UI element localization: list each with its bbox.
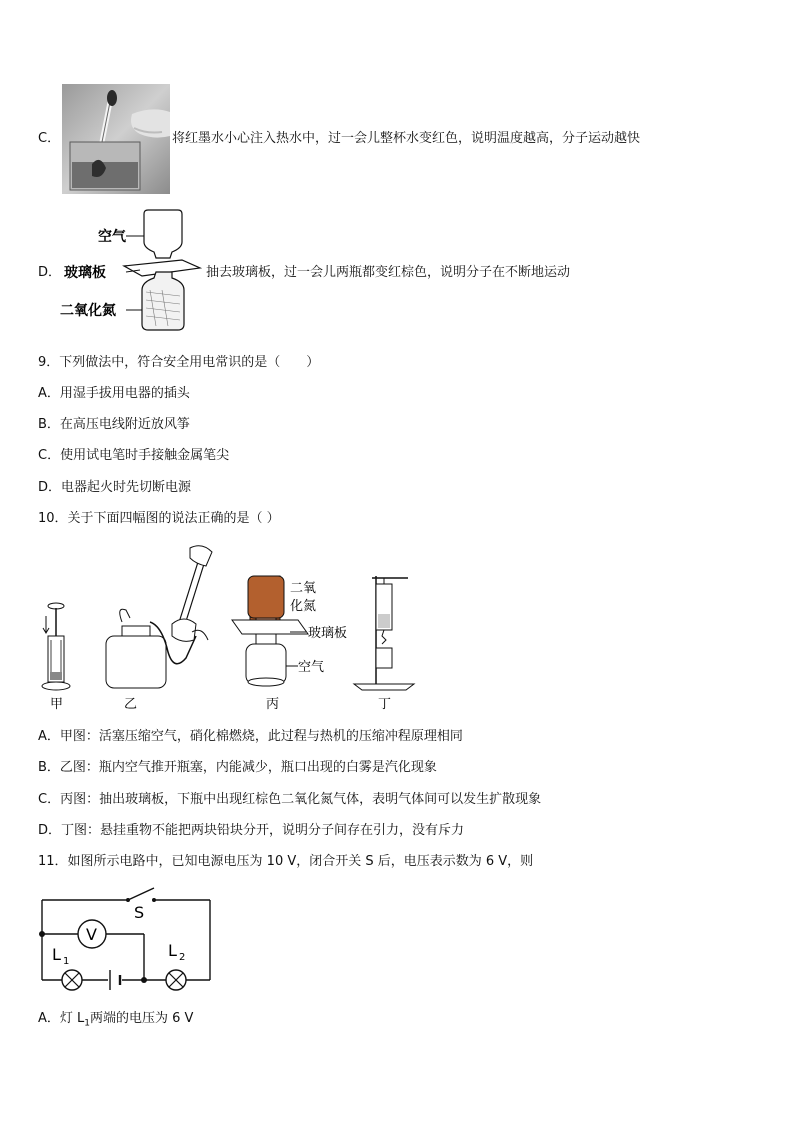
q8-option-c [38,130,60,148]
figure-ding-stand [354,576,414,690]
q11-option-a-suffix: 两端的电压为 6 V [90,1011,194,1026]
label-no2-line2: 化氮 [290,599,317,614]
q9-stem: 9．下列做法中，符合安全用电常识的是（ ） [38,355,320,370]
q9-option-d: D．电器起火时先切断电源 [38,480,192,495]
circuit-diagram [36,880,216,998]
label-ding: 丁 [378,697,392,712]
q9-option-b: B．在高压电线附近放风筝 [38,417,190,432]
figure-bing-bottles [232,576,347,686]
q10-option-c: C．丙图：抽出玻璃板，下瓶中出现红棕色二氧化氮气体，表明气体间可以发生扩散现象 [38,792,542,807]
q8-option-d-text: 抽去玻璃板，过一会儿两瓶都变红棕色，说明分子在不断地运动 [206,265,571,280]
label-l2: L [168,941,177,960]
figure-yi-bottle-pump [106,546,212,688]
label-l1-sub: 1 [63,956,70,967]
lamp-l2-symbol [166,970,186,990]
beaker-dropper-photo [62,84,170,194]
label-voltmeter: V [86,925,97,944]
label-l1: L [52,945,61,964]
q11-option-a [38,1010,193,1033]
q9-option-c: C．使用试电笔时手接触金属笔尖 [38,448,230,463]
label-air: 空气 [298,660,325,675]
q9-option-a: A．用湿手拔用电器的插头 [38,386,190,401]
figure-jia-syringe [42,603,70,690]
label-glass: 玻璃板 [64,265,106,281]
label-air: 空气 [98,229,126,245]
q10-stem: 10．关于下面四幅图的说法正确的是（ ） [38,511,280,526]
q8-option-c-text: 将红墨水小心注入热水中，过一会儿整杯水变红色，说明温度越高，分子运动越快 [172,131,641,146]
label-no2-line1: 二氧 [290,581,317,596]
option-letter: C． [38,131,61,146]
q11-option-a-sub: 1 [84,1018,91,1029]
lamp-l1-symbol [62,970,82,990]
label-glass-plate: 玻璃板 [308,626,348,641]
q10-option-b: B．乙图：瓶内空气推开瓶塞，内能减少，瓶口出现的白雾是汽化现象 [38,760,437,775]
label-no2: 二氧化氮 [60,303,116,319]
label-switch: S [134,903,145,922]
label-l2-sub: 2 [179,952,186,963]
q10-option-a: A．甲图：活塞压缩空气，硝化棉燃烧，此过程与热机的压缩冲程原理相同 [38,729,463,744]
q10-option-d: D．丁图：悬挂重物不能把两块铅块分开，说明分子间存在引力，没有斥力 [38,823,465,838]
q11-option-a-prefix: A．灯 L [38,1011,85,1026]
label-yi: 乙 [124,697,138,712]
q10-four-figures [36,540,426,712]
label-jia: 甲 [50,697,64,712]
q8-option-d: D． [38,265,62,280]
q11-stem: 11．如图所示电路中，已知电源电压为 10 V，闭合开关 S 后，电压表示数为 6 V，则 [38,854,534,869]
diffusion-bottles-figure [60,206,205,334]
label-bing: 丙 [266,697,280,712]
